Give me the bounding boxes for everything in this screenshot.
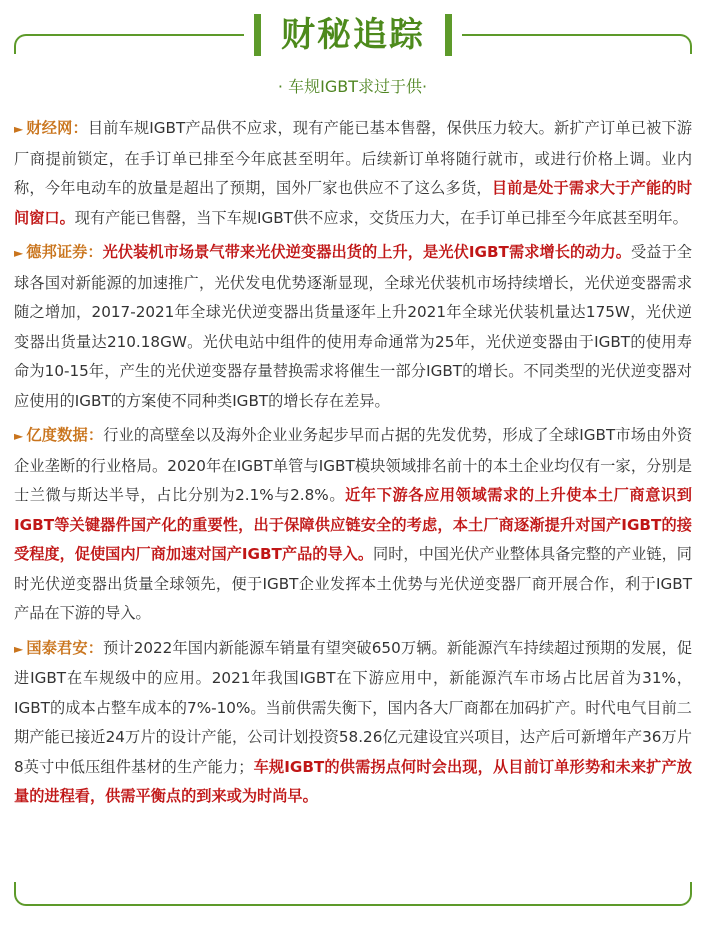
source-label: 国泰君安： (26, 638, 104, 657)
paragraph-text: 目前车规IGBT产品供不应求，现有产能已基本售罄，保供压力较大。新扩产订单已被下游厂商提前锁定，在手订单已排至今年底甚至明年。后续新订单将随行就市，或进行价格上调。业内称，今年电动车的放量是超出了预期，国外厂家也供应不了这么多货， (14, 119, 693, 197)
header-frame-right (462, 34, 692, 54)
paragraph-text: 现有产能已售罄，当下车规IGBT供不应求，交货压力大，在手订单已排至今年底甚至明年。 (74, 208, 688, 227)
paragraph-text: 行业的高壁垒以及海外企业业务起步早而占据的先发优势，形成了全球IGBT市场由外资企业垄断的行业格局。2020年在IGBT单管与IGBT模块领域排名前十的本土企业均仅有一家，分别是士兰微与斯达半导，占比分别为2.1%与2.8%。 (14, 426, 693, 504)
highlight-text: 光伏装机市场景气带来光伏逆变器出货的上升，是光伏IGBT需求增长的动力。 (102, 243, 632, 261)
paragraph-guotaijunan (14, 634, 692, 812)
footer-frame (14, 882, 692, 906)
header-frame-left (14, 34, 244, 54)
page-title: 财秘追踪 (281, 15, 425, 55)
paragraph-yidu (14, 421, 692, 629)
article-body (14, 114, 692, 817)
highlight-text: 近年下游各应用领域需求的上升使本土厂商意识到IGBT等关键器件国产化的重要性，出于保障供应链安全的考虑，本土厂商逐渐提升对国产IGBT的接受程度，促使国内厂商加速对国产IGBT产品的导入。 (14, 486, 692, 563)
paragraph-text: 受益于全球各国对新能源的加速推广，光伏发电优势逐渐显现，全球光伏装机市场持续增长，光伏逆变器需求随之增加，2017-2021年全球光伏逆变器出货量逐年上升2021年全球光伏装机量达175W，光伏逆变器出货量达210.18GW。光伏电站中组件的使用寿命通常为25年，光伏逆变器由于IGBT的使用寿命为10-15年，产生的光伏逆变器存量替换需求将催生一部分IGBT的增长。不同类型的光伏逆变器对应使用的IGBT的方案使不同种类IGBT的增长存在差异。 (14, 243, 692, 410)
source-label: 德邦证券： (26, 243, 103, 261)
paragraph-debang (14, 238, 692, 416)
source-label: 财经网： (26, 119, 88, 137)
arrow-icon: ► (14, 429, 24, 443)
paragraph-text: 预计2022年国内新能源车销量有望突破650万辆。新能源汽车持续超过预期的发展，促进IGBT在车规级中的应用。2021年我国IGBT在下游应用中，新能源汽车市场占比居首为31%，IGBT的成本占整车成本的7%-10%。当前供需失衡下，国内各大厂商都在加码扩产。时代电气目前二期产能已接近24万片的设计产能，公司计划投资58.26亿元建设宜兴项目，达产后可新增年产36万片8英寸中低压组件基材的生产能力； (14, 638, 693, 776)
source-label: 亿度数据： (26, 426, 104, 444)
highlight-text: 车规IGBT的供需拐点何时会出现，从目前订单形势和未来扩产放量的进程看，供需平衡点的到来或为时尚早。 (14, 757, 692, 805)
paragraph-caijingwang (14, 114, 692, 233)
arrow-icon: ► (14, 122, 24, 136)
arrow-icon: ► (14, 246, 24, 260)
subtitle: · 车规IGBT求过于供· (277, 77, 428, 96)
arrow-icon: ► (14, 641, 24, 656)
header-bar-right (445, 14, 452, 56)
highlight-text: 目前是处于需求大于产能的时间窗口。 (14, 179, 693, 227)
header-banner (0, 0, 705, 70)
header-bar-left (254, 14, 261, 56)
paragraph-text: 同时，中国光伏产业整体具备完整的产业链，同时光伏逆变器出货量全球领先，便于IGBT企业发挥本土优势与光伏逆变器厂商开展合作，利于IGBT产品在下游的导入。 (14, 545, 692, 622)
